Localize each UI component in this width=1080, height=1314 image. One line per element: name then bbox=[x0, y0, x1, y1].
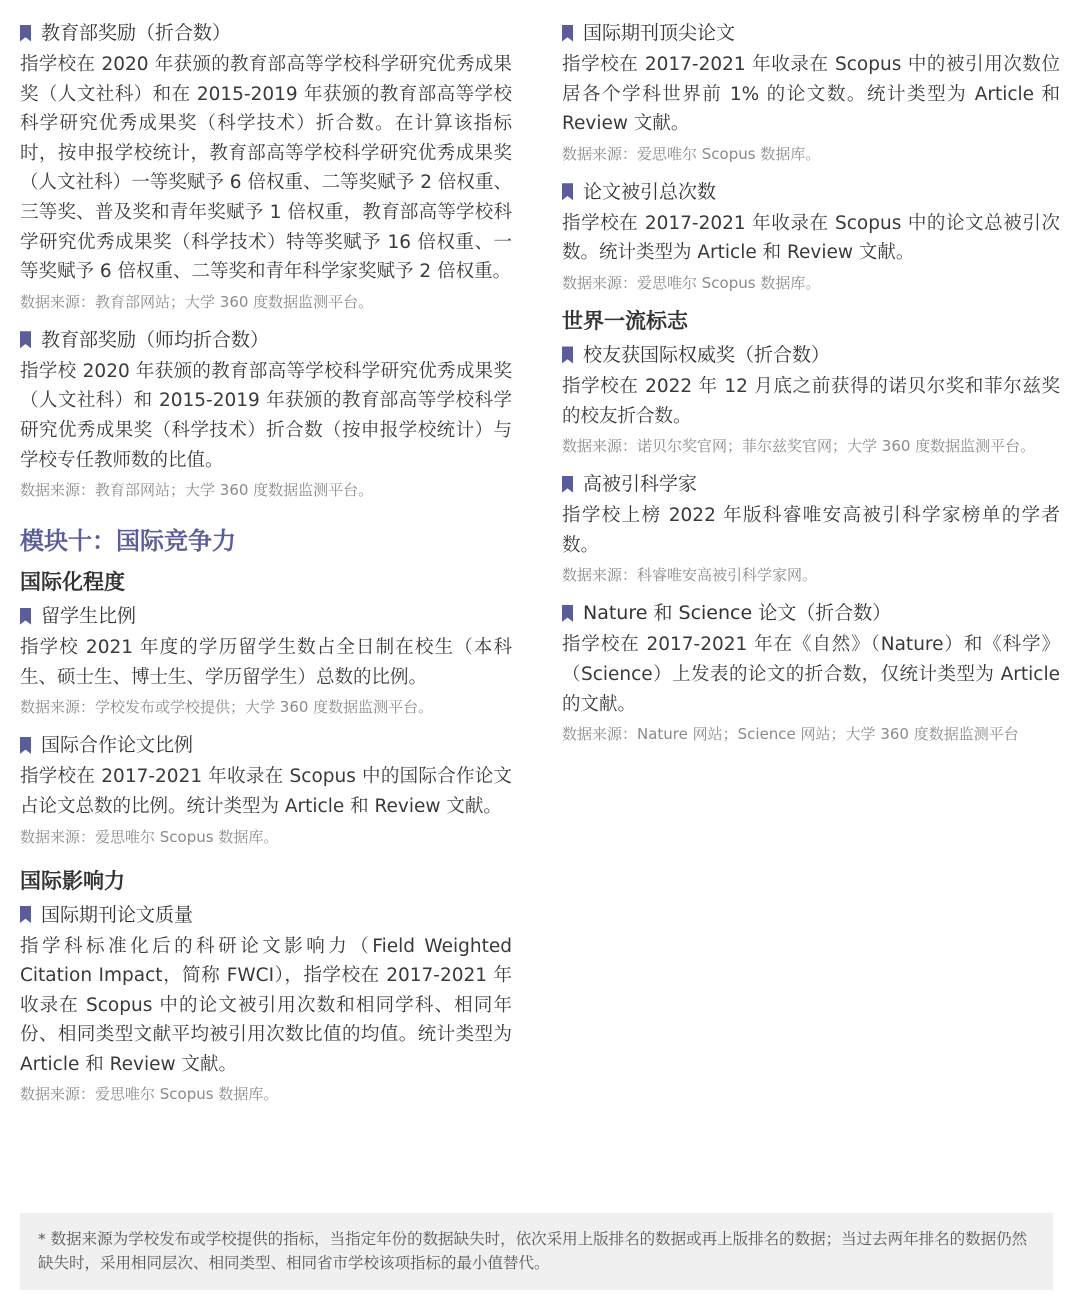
entry-highly-cited bbox=[562, 469, 1060, 584]
entry-body: 指学校在 2017-2021 年收录在 Scopus 中的被引用次数位居各个学科世界前 1% 的论文数。统计类型为 Article 和 Review 文献。 bbox=[562, 54, 1060, 135]
entry-body: 指学校在 2022 年 12 月底之前获得的诺贝尔奖和菲尔兹奖的校友折合数。 bbox=[562, 375, 1060, 427]
left-column bbox=[20, 18, 512, 1117]
entry-source: 数据来源：爱思唯尔 Scopus 数据库。 bbox=[20, 1085, 279, 1104]
entry-body: 指学校在 2020 年获颁的教育部高等学校科学研究优秀成果奖（人文社科）和在 2015-2019 年获颁的教育部高等学校科学研究优秀成果奖（科学技术）折合数。在计算该指标时，按申报学校统计，教育部高等学校科学研究优秀成果奖（人文社科）一等奖赋予 6 倍权重、二等奖赋予 2 倍权重、三等奖、普及奖和青年奖赋予 1 倍权重，教育部高等学校科学研究优秀成果奖（科学技术）特等奖赋予 16 倍权重、一等奖赋予 6 倍权重、二等奖和青年科学家奖赋予 2 倍权重。 bbox=[20, 54, 512, 283]
entry-top-papers bbox=[562, 18, 1060, 163]
entry-title-text: 国际期刊顶尖论文 bbox=[583, 22, 736, 44]
entry-source: 数据来源：教育部网站；大学 360 度数据监测平台。 bbox=[20, 481, 374, 500]
entry-journal-quality bbox=[20, 900, 512, 1104]
entry-source: 数据来源：爱思唯尔 Scopus 数据库。 bbox=[562, 273, 821, 292]
entry-title bbox=[562, 18, 1060, 48]
entry-title-text: 校友获国际权威奖（折合数） bbox=[583, 343, 831, 366]
entry-total-citations bbox=[562, 177, 1060, 292]
bookmark-icon bbox=[562, 476, 573, 493]
entry-title-text: Nature 和 Science 论文（折合数） bbox=[583, 602, 892, 625]
bookmark-icon bbox=[562, 346, 573, 363]
right-column bbox=[562, 18, 1060, 757]
entry-alumni-awards bbox=[562, 340, 1060, 455]
entry-title bbox=[20, 601, 512, 631]
bookmark-icon bbox=[562, 25, 573, 42]
bookmark-icon bbox=[562, 605, 573, 622]
entry-title bbox=[562, 598, 1060, 628]
entry-title bbox=[562, 469, 1060, 499]
bookmark-icon bbox=[20, 331, 31, 348]
entry-moe-award bbox=[20, 18, 512, 311]
entry-body: 指学科标准化后的科研论文影响力（Field Weighted Citation Impact，简称 FWCI），指学校在 2017-2021 年收录在 Scopus 中的论文被引用次数和相同学科、相同年份、相同类型文献平均被引用次数比值的均值。统计类型为 Article 和 Review 文献。 bbox=[20, 935, 512, 1075]
bookmark-icon bbox=[20, 737, 31, 754]
entry-title-text: 教育部奖励（折合数） bbox=[41, 22, 232, 44]
entry-title bbox=[20, 900, 512, 930]
entry-title-text: 留学生比例 bbox=[41, 605, 137, 628]
entry-source: 数据来源：爱思唯尔 Scopus 数据库。 bbox=[20, 827, 279, 846]
entry-title-text: 国际合作论文比例 bbox=[41, 734, 194, 757]
entry-title-text: 高被引科学家 bbox=[583, 473, 698, 496]
entry-source: 数据来源：科睿唯安高被引科学家网。 bbox=[562, 566, 818, 585]
entry-body: 指学校 2020 年获颁的教育部高等学校科学研究优秀成果奖（人文社科）和 2015-2019 年获颁的教育部高等学校科学研究优秀成果奖（科学技术）折合数（按申报学校统计）与学校专任教师数的比值。 bbox=[20, 360, 512, 471]
entry-source: 数据来源：爱思唯尔 Scopus 数据库。 bbox=[562, 144, 821, 163]
entry-source: 数据来源：学校发布或学校提供；大学 360 度数据监测平台。 bbox=[20, 698, 434, 717]
entry-title bbox=[20, 325, 512, 355]
entry-title-text: 教育部奖励（师均折合数） bbox=[41, 328, 270, 351]
entry-source: 数据来源：Nature 网站；Science 网站；大学 360 度数据监测平台 bbox=[562, 725, 1019, 744]
section-title-influence: 国际影响力 bbox=[20, 868, 125, 893]
bookmark-icon bbox=[20, 25, 31, 42]
bookmark-icon bbox=[20, 906, 31, 923]
entry-body: 指学校在 2017-2021 年收录在 Scopus 中的国际合作论文占论文总数的比例。统计类型为 Article 和 Review 文献。 bbox=[20, 766, 512, 817]
entry-title-text: 国际期刊论文质量 bbox=[41, 903, 194, 926]
section-title-world-class: 世界一流标志 bbox=[562, 308, 688, 333]
section-title-internationalization: 国际化程度 bbox=[20, 570, 125, 595]
bookmark-icon bbox=[20, 608, 31, 625]
entry-body: 指学校 2021 年度的学历留学生数占全日制在校生（本科生、硕士生、博士生、学历留学生）总数的比例。 bbox=[20, 637, 512, 688]
entry-title bbox=[562, 340, 1060, 370]
entry-moe-award-per-teacher bbox=[20, 325, 512, 499]
footnote-text: * 数据来源为学校发布或学校提供的指标，当指定年份的数据缺失时，依次采用上版排名的数据或再上版排名的数据；当过去两年排名的数据仍然缺失时，采用相同层次、相同类型、相同省市学校该项指标的最小值替代。 bbox=[38, 1230, 1028, 1272]
entry-body: 指学校在 2017-2021 年在《自然》（Nature）和《科学》（Science）上发表的论文的折合数，仅统计类型为 Article 的文献。 bbox=[562, 634, 1060, 715]
module-title: 模块十：国际竞争力 bbox=[20, 527, 236, 556]
entry-title-text: 论文被引总次数 bbox=[583, 180, 717, 203]
footnote bbox=[20, 1213, 1053, 1290]
entry-title bbox=[20, 18, 512, 48]
entry-source: 数据来源：诺贝尔奖官网；菲尔兹奖官网；大学 360 度数据监测平台。 bbox=[562, 437, 1036, 456]
entry-title bbox=[20, 730, 512, 760]
entry-title bbox=[562, 177, 1060, 207]
entry-source: 数据来源：教育部网站；大学 360 度数据监测平台。 bbox=[20, 292, 374, 311]
bookmark-icon bbox=[562, 183, 573, 200]
entry-body: 指学校上榜 2022 年版科睿唯安高被引科学家榜单的学者数。 bbox=[562, 505, 1060, 556]
entry-intl-students bbox=[20, 601, 512, 716]
entry-body: 指学校在 2017-2021 年收录在 Scopus 中的论文总被引次数。统计类型为 Article 和 Review 文献。 bbox=[562, 212, 1060, 264]
entry-nature-science bbox=[562, 598, 1060, 743]
entry-intl-coop bbox=[20, 730, 512, 845]
